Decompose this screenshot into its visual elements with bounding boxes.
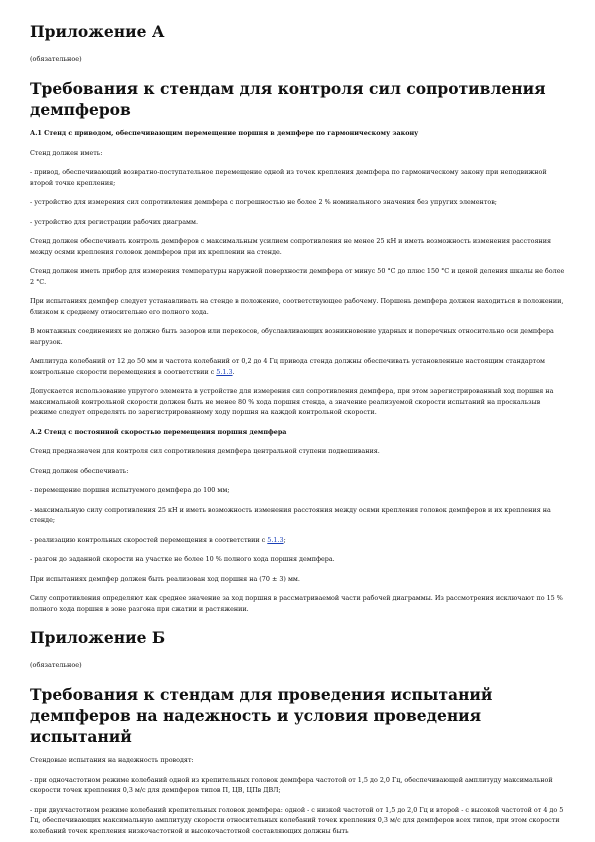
clause-link[interactable]: 5.1.3 (267, 535, 284, 544)
appendix-a-title: Требования к стендам для контроля сил сопротивления демпферов (30, 79, 546, 119)
paragraph: Стенд предназначен для контроля сил сопротивления демпфера центральной ступени подвешивания. (30, 447, 380, 455)
paragraph (30, 535, 566, 546)
paragraph: Стенд должен обеспечивать контроль демпферов с максимальным усилием сопротивления не менее 25 кН и иметь возможность изменения расстояния между осями крепления головок демпферов при их креплении на стенде. (30, 237, 552, 256)
paragraph: Стенд должен иметь: (30, 148, 103, 157)
paragraph-text: - реализацию контрольных скоростей перемещения в соответствии с (30, 535, 268, 544)
paragraph: Стенд должен иметь прибор для измерения температуры наружной поверхности демпфера от минус 50 °С до плюс 150 °С и ценой деления шкалы не более 2 °С. (30, 267, 565, 286)
paragraph-text: . (232, 367, 235, 376)
section-a1-heading: А.1 Стенд с приводом, обеспечивающим перемещение поршня в демпфере по гармоническому закону (30, 129, 419, 137)
paragraph: Допускается использование упругого элемента в устройстве для измерения сил сопротивления демпфера, при этом зарегистрированный ход поршня на максимальной контрольной скорости должен быть не менее 80 % хода поршня стенда, а значение реализуемой скорости испытаний на проскальзыв режиме следует определять по зарегистрированному ходу поршня на каждой контрольной скорости. (30, 387, 554, 416)
appendix-a-note: (обязательное) (30, 55, 82, 63)
paragraph: - максимальную силу сопротивления 25 кН и иметь возможность изменения расстояния между осями крепления головок демпферов и их крепления на стенде; (30, 505, 551, 524)
paragraph-text: Амплитуда колебаний от 12 до 50 мм и частота колебаний от 0,2 до 4 Гц привода стенда должны обеспечивать установленные настоящим стандартом контрольные скорости перемещения в соответствии с (30, 357, 546, 376)
document-page (30, 22, 566, 836)
clause-link[interactable]: 5.1.3 (216, 367, 233, 376)
paragraph: При испытаниях демпфер следует устанавливать на стенде в положение, соответствующее рабочему. Поршень демпфера должен находиться в положении, близком к среднему относительно его полного хода. (30, 297, 564, 316)
paragraph: - устройство для измерения сил сопротивления демпфера с погрешностью не более 2 % номинального значения без упругих элементов; (30, 198, 497, 206)
paragraph: - при одночастотном режиме колебаний одной из крепительных головок демпфера частотой от 1,5 до 2,0 Гц, обеспечивающей амплитуду максимальной скорости точек крепления 0,3 м/с для демпферов типов П, ЦВ, ЦПв ДВЛ; (30, 775, 553, 794)
paragraph: - привод, обеспечивающий возвратно-поступательное перемещение одной из точек крепления демпфера по гармоническому закону при неподвижной второй точке крепления; (30, 168, 547, 187)
appendix-b-heading: Приложение Б (30, 628, 166, 647)
paragraph: Стенд должен обеспечивать: (30, 466, 129, 475)
paragraph: - разгон до заданной скорости на участке не более 10 % полного хода поршня демпфера. (30, 555, 335, 563)
paragraph: Силу сопротивления определяют как среднее значение за ход поршня в рассматриваемой части рабочей диаграммы. Из рассмотрения исключают по 15 % полного хода поршня в зоне разгона при сжатии и растяжении. (30, 594, 563, 613)
paragraph: В монтажных соединениях не должно быть зазоров или перекосов, обуславливающих возникновение ударных и поперечных относительно оси демпфера нагрузок. (30, 327, 554, 346)
paragraph: При испытаниях демпфер должен быть реализован ход поршня на (70 ± 3) мм. (30, 574, 300, 583)
appendix-b-note: (обязательное) (30, 661, 82, 669)
paragraph: - при двухчастотном режиме колебаний крепительных головок демпфера: одной - с низкой частотой от 1,5 до 2,0 Гц и второй - с высокой частотой от 4 до 5 Гц, обеспечивающих максимальную амплитуду скорости относительных колебаний точек крепления 0,3 м/с для демпферов всех типов, при этом скорости колебаний точек крепления низкочастотной и высокочастотной составляющих должны быть (30, 805, 564, 835)
paragraph: - устройство для регистрации рабочих диаграмм. (30, 217, 199, 226)
paragraph (30, 356, 566, 377)
section-a2-heading: А.2 Стенд с постоянной скоростью перемещения поршня демпфера (30, 427, 287, 436)
appendix-b-title: Требования к стендам для проведения испытаний демпферов на надежность и условия проведения испытаний (30, 685, 493, 746)
paragraph-text: ; (283, 535, 286, 544)
appendix-a-heading: Приложение А (30, 22, 165, 41)
paragraph: - перемещение поршня испытуемого демпфера до 100 мм; (30, 486, 230, 494)
paragraph: Стендовые испытания на надежность проводят: (30, 756, 194, 764)
